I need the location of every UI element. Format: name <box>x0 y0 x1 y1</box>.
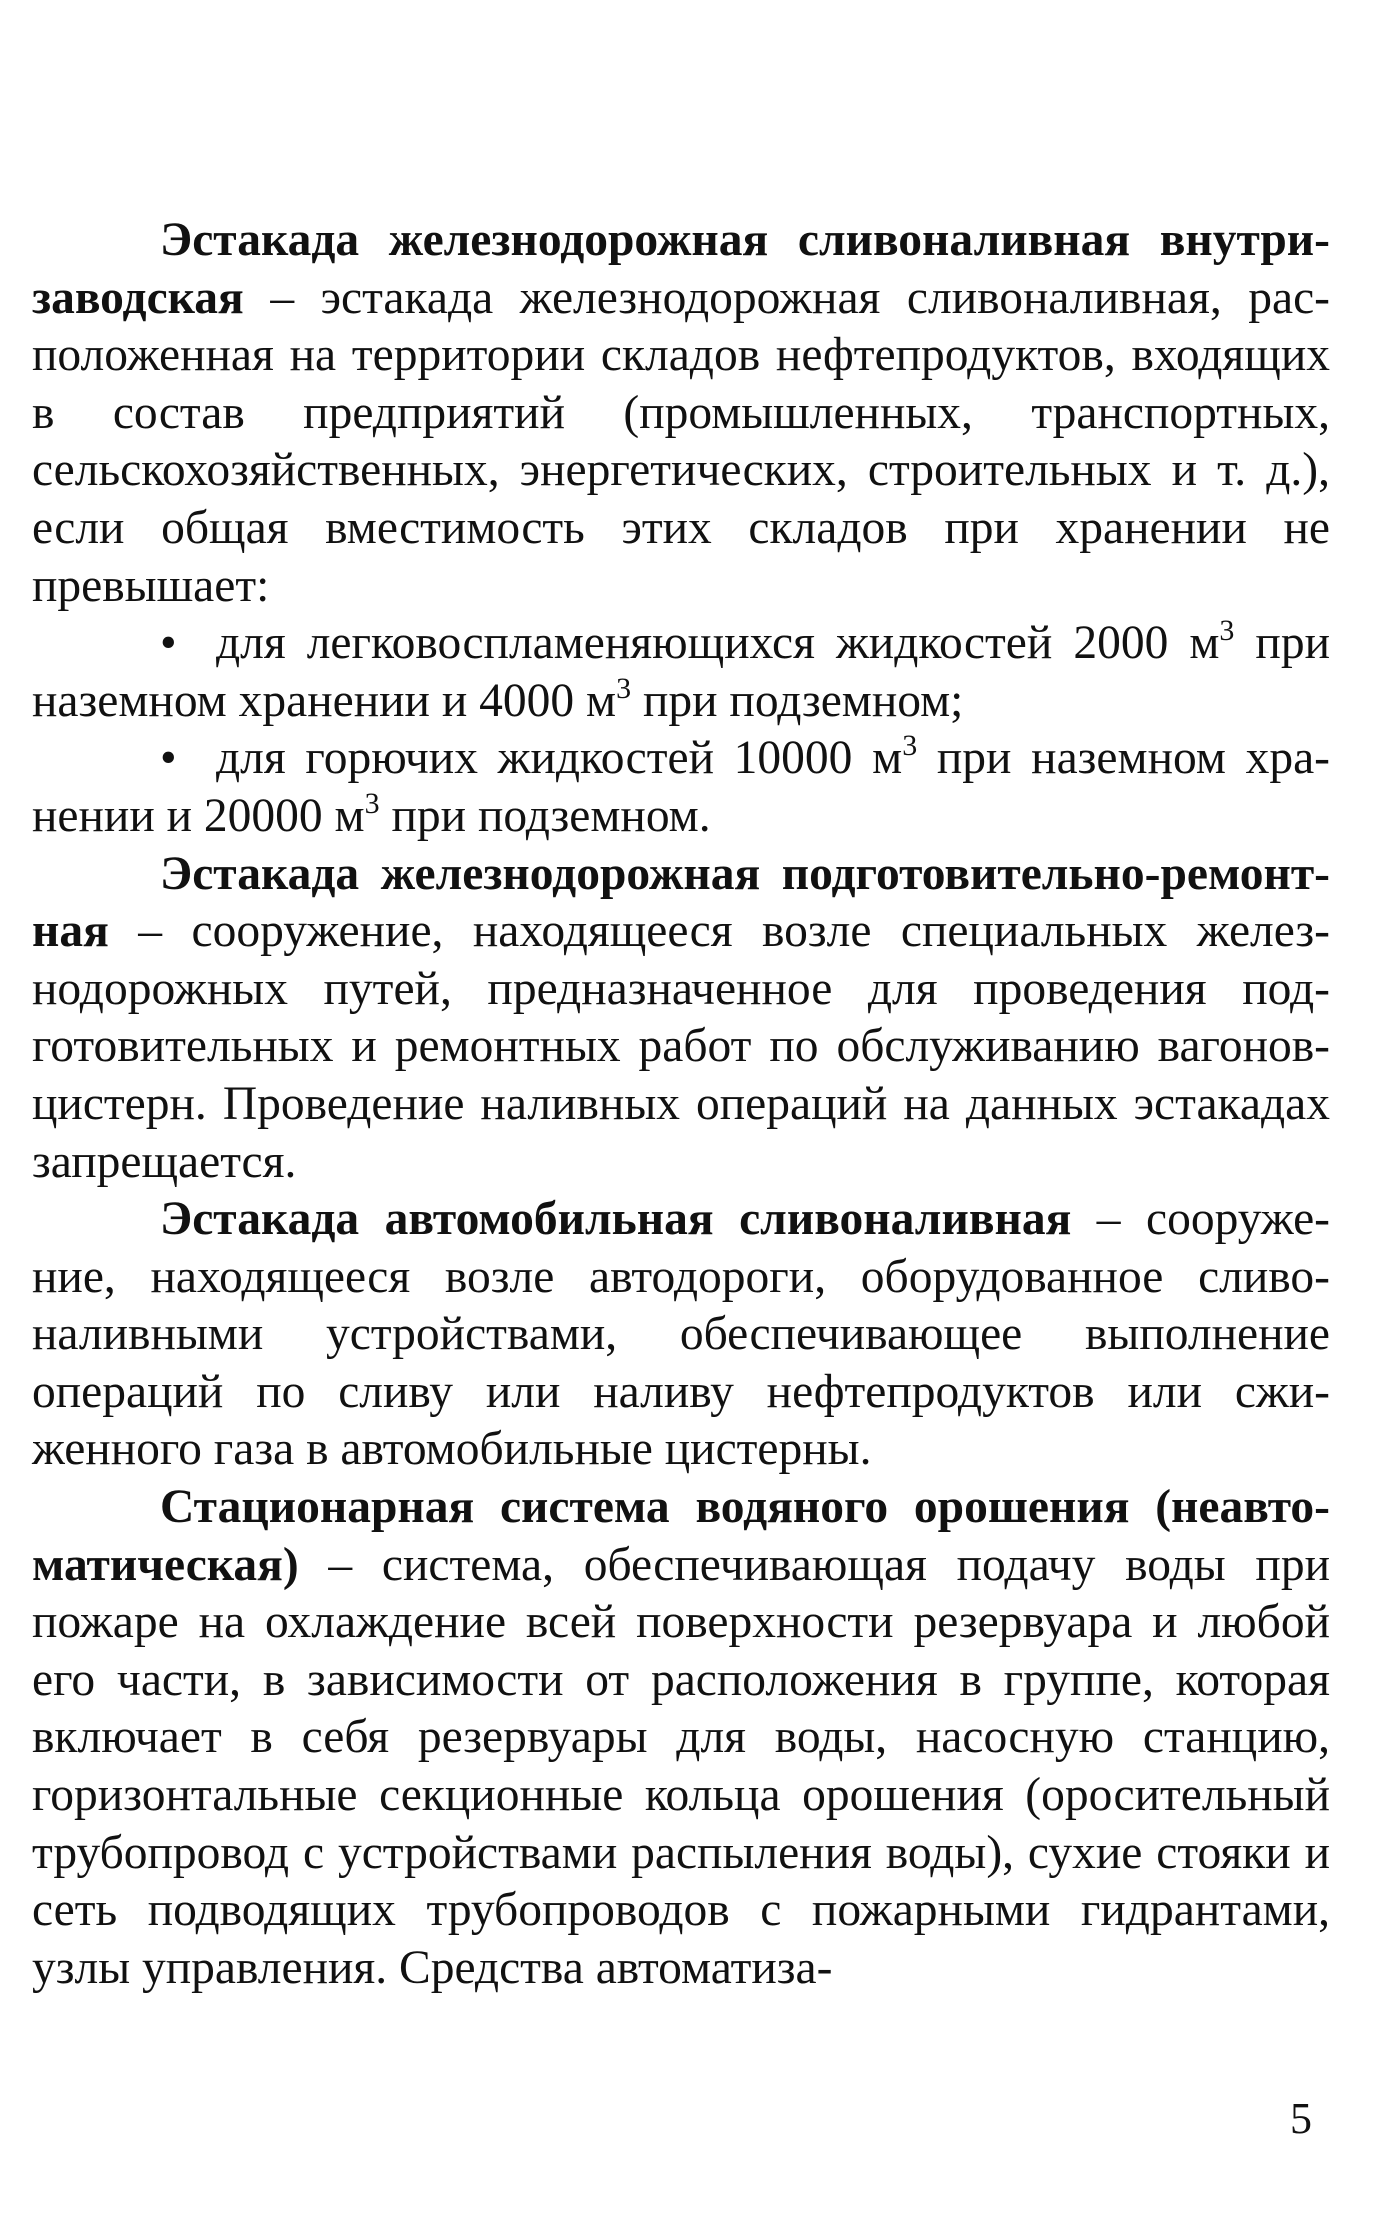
bullet-icon <box>160 615 216 673</box>
paragraph-rail-repair-rack <box>32 846 1330 1192</box>
list-item-text: при подземном; <box>631 674 964 727</box>
list-item <box>32 615 1330 730</box>
page-number: 5 <box>1290 2094 1312 2143</box>
list-item <box>32 730 1330 845</box>
superscript: 3 <box>902 729 918 763</box>
list-item-text: для легковоспламеняющихся жидкостей 2000 м <box>216 617 1220 670</box>
superscript: 3 <box>364 786 380 820</box>
paragraph-water-irrigation-system <box>32 1479 1330 1997</box>
definition-text: – эстакада железнодорожная сливоналивная, расположенная на территории складов нефтепродуктов, входящих в состав предприятий (промышленных, транспортных, сельскохозяйственных, энергетических, строительных и т. д.), если общая вместимость этих складов при хранении не превышает: <box>32 271 1330 612</box>
term-heading: Эстакада железнодорожная подготовительно-ремонтная <box>32 847 1330 958</box>
definition-text: – сооружение, находящееся возле специальных железнодорожных путей, предназначенное для проведения подготовительных и ремонтных работ по обслуживанию вагонов-цистерн. Проведение наливных операций на данных эстакадах запрещается. <box>32 905 1330 1188</box>
list-item-text: при наземном хранении и 4000 м <box>32 617 1330 727</box>
definition-text: – система, обеспечивающая подачу воды при пожаре на охлаждение всей поверхности резервуара и любой его части, в зависимости от расположения в группе, которая включает в себя резервуары для воды, насосную станцию, горизонтальные секционные кольца орошения (оросительный трубопровод с устройствами распыления воды), сухие стояки и сеть подводящих трубопроводов с пожарными гидрантами, узлы управления. Средства автоматиза- <box>32 1538 1330 1994</box>
term-heading: Стационарная система водяного орошения (неавтоматическая) <box>32 1481 1330 1591</box>
document-body <box>32 212 1330 1997</box>
list-item-text: при наземном хранении и 20000 м <box>32 732 1330 842</box>
list-item-text: при подземном. <box>379 789 711 842</box>
term-heading: Эстакада железнодорожная сливоналивная внутризаводская <box>32 214 1330 324</box>
superscript: 3 <box>1219 614 1235 648</box>
term-heading: Эстакада автомобильная сливоналивная <box>160 1193 1072 1246</box>
list-item-text: для горючих жидкостей 10000 м <box>216 732 903 785</box>
paragraph-auto-loading-rack <box>32 1191 1330 1479</box>
bullet-icon <box>160 730 216 788</box>
paragraph-rail-loading-rack-internal <box>32 212 1330 615</box>
definition-text: – сооружение, находящееся возле автодороги, оборудованное сливоналивными устройствами, обеспечивающее выполнение операций по сливу или наливу нефтепродуктов или сжиженного газа в автомобильные цистерны. <box>32 1193 1330 1476</box>
superscript: 3 <box>616 671 632 705</box>
